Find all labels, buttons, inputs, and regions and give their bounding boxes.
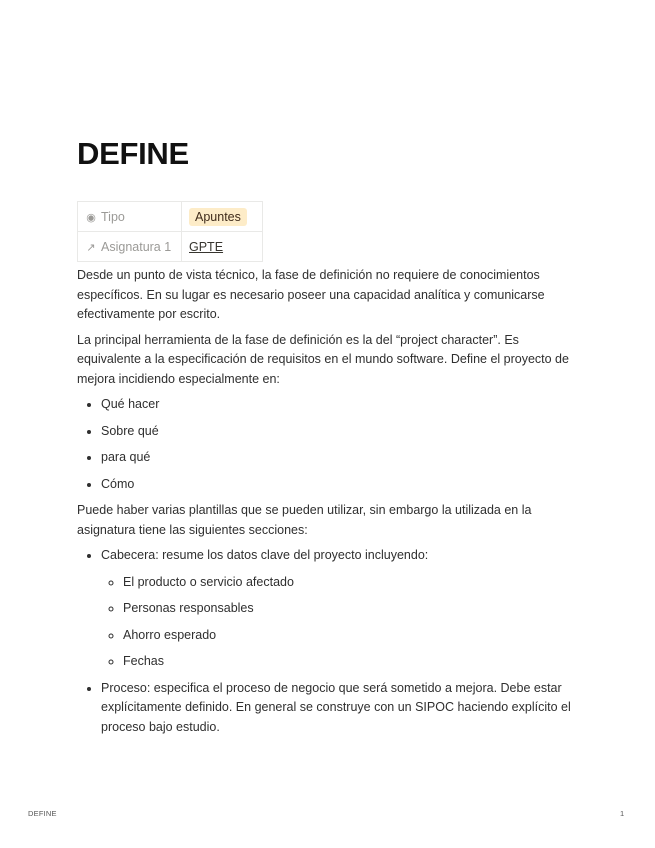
property-label: Asignatura 1 xyxy=(101,239,172,254)
page-content xyxy=(77,266,577,744)
list-item: • Cómo xyxy=(101,475,577,495)
list-item-text: Cabecera: resume los datos clave del proyecto incluyendo: xyxy=(101,548,429,562)
property-key xyxy=(78,202,182,232)
target-icon: ◉ xyxy=(86,211,96,224)
property-value[interactable] xyxy=(182,202,263,232)
property-value[interactable] xyxy=(182,232,263,262)
relation-link[interactable]: GPTE xyxy=(189,239,224,254)
nested-list-item: ◦ Personas responsables xyxy=(123,599,577,619)
property-label: Tipo xyxy=(101,209,125,224)
bullet-list xyxy=(77,395,577,494)
nested-list-item: ◦ Ahorro esperado xyxy=(123,626,577,646)
list-item: • para qué xyxy=(101,448,577,468)
nested-list xyxy=(101,573,577,672)
list-item xyxy=(101,546,577,672)
page-number: 1 xyxy=(620,809,625,818)
tag-badge[interactable]: Apuntes xyxy=(189,208,247,226)
property-key xyxy=(78,232,182,262)
footer-title: DEFINE xyxy=(28,809,57,818)
nested-list-item: ◦ El producto o servicio afectado xyxy=(123,573,577,593)
list-item: • Sobre qué xyxy=(101,422,577,442)
paragraph: Puede haber varias plantillas que se pueden utilizar, sin embargo la utilizada en la asignatura tiene las siguientes secciones: xyxy=(77,503,532,537)
page-title: DEFINE xyxy=(77,136,189,171)
property-row-asignatura xyxy=(78,232,263,262)
list-item: • Qué hacer xyxy=(101,395,577,415)
arrow-up-right-icon: ↗ xyxy=(86,241,96,254)
list-item: • Proceso: especifica el proceso de negocio que será sometido a mejora. Debe estar explícitamente definido. En general se construye con un SIPOC haciendo explícito el proceso bajo estudio. xyxy=(101,679,577,738)
bullet-list xyxy=(77,546,577,737)
nested-list-item: ◦ Fechas xyxy=(123,652,577,672)
property-row-tipo xyxy=(78,202,263,232)
paragraph: Desde un punto de vista técnico, la fase de definición no requiere de conocimientos específicos. En su lugar es necesario poseer una capacidad analítica y comunicarse efectivamente por escrito. xyxy=(77,268,545,321)
properties-table xyxy=(77,201,263,262)
paragraph: La principal herramienta de la fase de definición es la del “project character”. Es equivalente a la especificación de requisitos en el mundo software. Define el proyecto de mejora incidiendo especialmente en: xyxy=(77,332,569,386)
